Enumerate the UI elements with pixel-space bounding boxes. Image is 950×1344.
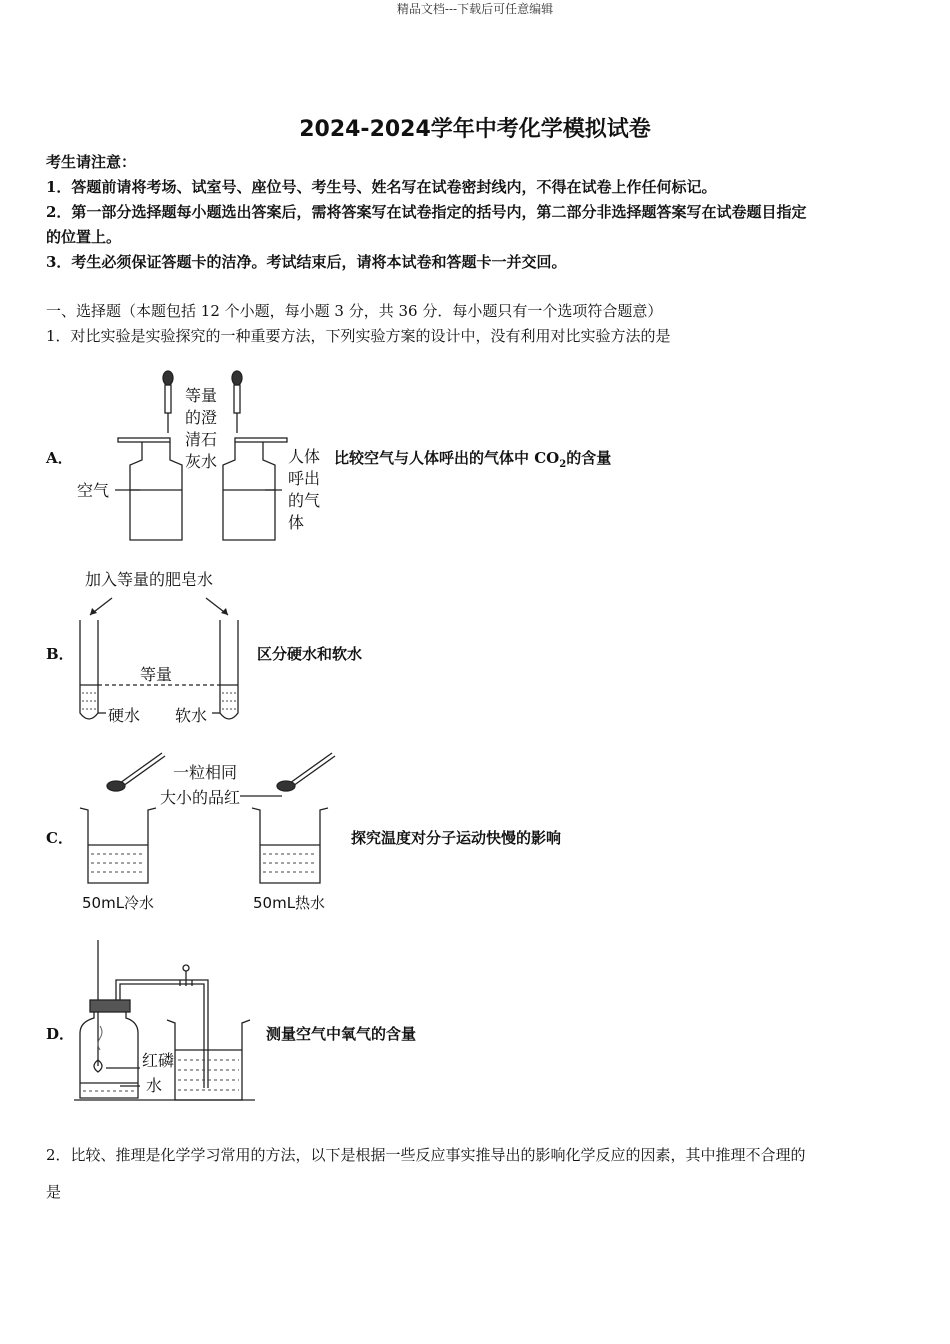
page-title: 2024-2024学年中考化学模拟试卷 [299, 117, 651, 142]
spoon-left-icon [107, 781, 125, 791]
fig-d-label-2: 水 [146, 1076, 163, 1095]
fig-b-mid-label: 等量 [140, 665, 173, 684]
fig-a-right-1: 人体 [288, 447, 321, 466]
option-c-label: C． [46, 829, 73, 847]
fig-b-left-label: 硬水 [108, 706, 141, 725]
option-c-caption: 探究温度对分子运动快慢的影响 [351, 829, 562, 847]
header-note: 精品文档---下载后可任意编辑 [396, 2, 554, 16]
question-1-stem: 1．对比实验是实验探究的一种重要方法，下列实验方案的设计中，没有利用对比实验方法的是 [46, 327, 671, 345]
option-a-caption [334, 447, 611, 470]
figure-c-beakers [70, 748, 340, 918]
dropper-bulb-left-icon [163, 371, 173, 385]
notice-heading: 考生请注意： [46, 153, 137, 171]
fig-a-label-1: 等量 [185, 386, 218, 405]
option-b-label: B． [46, 645, 74, 663]
fig-a-label-4: 灰水 [185, 452, 218, 471]
option-d-label: D． [46, 1025, 75, 1043]
fig-c-left-label: 50mL冷水 [82, 894, 155, 912]
notice-item-1: 1．答题前请将考场、试室号、座位号、考生号、姓名写在试卷密封线内，不得在试卷上作任何标记。 [46, 178, 717, 196]
option-a-caption-sub: 2 [559, 459, 567, 470]
figure-d-apparatus [70, 938, 260, 1108]
notice-item-2: 2．第一部分选择题每小题选出答案后，需将答案写在试卷指定的括号内，第二部分非选择题答案写在试卷题目指定 [46, 203, 807, 221]
fig-a-right-2: 呼出 [288, 469, 321, 488]
notice-item-2-cont: 的位置上。 [46, 228, 122, 246]
dropper-bulb-right-icon [232, 371, 242, 385]
spoon-right-icon [277, 781, 295, 791]
fig-b-right-label: 软水 [175, 706, 208, 725]
section-heading: 一、选择题（本题包括 12 个小题，每小题 3 分，共 36 分．每小题只有一个选项符合题意） [46, 302, 663, 320]
option-a-caption-main: 比较空气与人体呼出的气体中 CO [334, 449, 560, 467]
figure-b-test-tubes [70, 565, 255, 730]
arrow-right-icon [221, 608, 228, 615]
option-a-label: A． [46, 449, 73, 467]
option-a-caption-tail: 的含量 [566, 449, 612, 467]
fig-a-left-label: 空气 [77, 481, 110, 500]
fig-d-label-1: 红磷 [142, 1051, 175, 1070]
fig-b-top-label: 加入等量的肥皂水 [85, 570, 214, 589]
question-2-stem: 2．比较、推理是化学学习常用的方法，以下是根据一些反应事实推导出的影响化学反应的因素，其中推理不合理的 [46, 1146, 806, 1164]
fig-a-label-3: 清石 [185, 430, 218, 449]
notice-item-3: 3．考生必须保证答题卡的洁净。考试结束后，请将本试卷和答题卡一并交回。 [46, 253, 567, 271]
fig-c-label-2: 大小的品红 [160, 788, 241, 807]
fig-c-label-1: 一粒相同 [173, 763, 238, 782]
fig-a-label-2: 的澄 [185, 408, 218, 427]
arrow-left-icon [90, 608, 97, 615]
option-b-caption: 区分硬水和软水 [257, 645, 363, 663]
question-2-stem-cont: 是 [46, 1183, 62, 1201]
figure-a-bottles [70, 365, 340, 550]
option-d-caption: 测量空气中氧气的含量 [266, 1025, 417, 1043]
fig-c-right-label: 50mL热水 [253, 894, 326, 912]
fig-a-right-3: 的气 [288, 491, 321, 510]
fig-a-right-4: 体 [288, 513, 305, 532]
